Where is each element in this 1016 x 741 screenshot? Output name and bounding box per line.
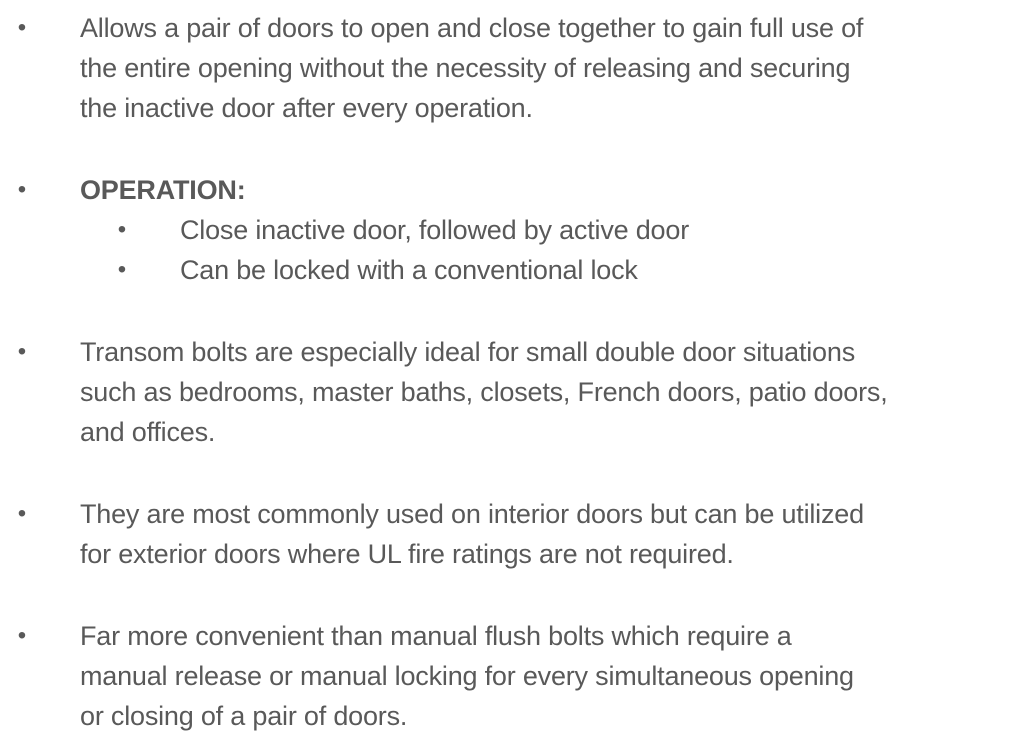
bullet-icon: • <box>17 176 27 203</box>
bullet-text <box>80 8 1010 128</box>
operation-heading: OPERATION: <box>80 175 246 205</box>
text-line: and offices. <box>80 417 216 447</box>
text-line: for exterior doors where UL fire ratings are not required. <box>80 539 734 569</box>
bullet-icon: • <box>17 14 27 41</box>
text-line: Far more convenient than manual flush bolts which require a <box>80 621 792 651</box>
text-line: Transom bolts are especially ideal for small double door situations <box>80 337 855 367</box>
text-line: the inactive door after every operation. <box>80 93 533 123</box>
text-line: Allows a pair of doors to open and close together to gain full use of <box>80 13 864 43</box>
bullet-text <box>80 332 1010 452</box>
bullet-text <box>80 494 1010 574</box>
text-line: or closing of a pair of doors. <box>80 701 408 731</box>
bullet-icon: • <box>17 500 27 527</box>
text-line: They are most commonly used on interior doors but can be utilized <box>80 499 864 529</box>
bullet-icon: • <box>117 256 127 283</box>
text-line: such as bedrooms, master baths, closets, French doors, patio doors, <box>80 377 888 407</box>
sub-bullet-text: Close inactive door, followed by active door <box>180 215 689 245</box>
sub-bullet-text: Can be locked with a conventional lock <box>180 255 638 285</box>
bullet-text <box>80 616 1010 736</box>
bullet-icon: • <box>17 338 27 365</box>
bullet-icon: • <box>17 622 27 649</box>
text-line: manual release or manual locking for every simultaneous opening <box>80 661 854 691</box>
text-line: the entire opening without the necessity of releasing and securing <box>80 53 851 83</box>
bullet-icon: • <box>117 216 127 243</box>
